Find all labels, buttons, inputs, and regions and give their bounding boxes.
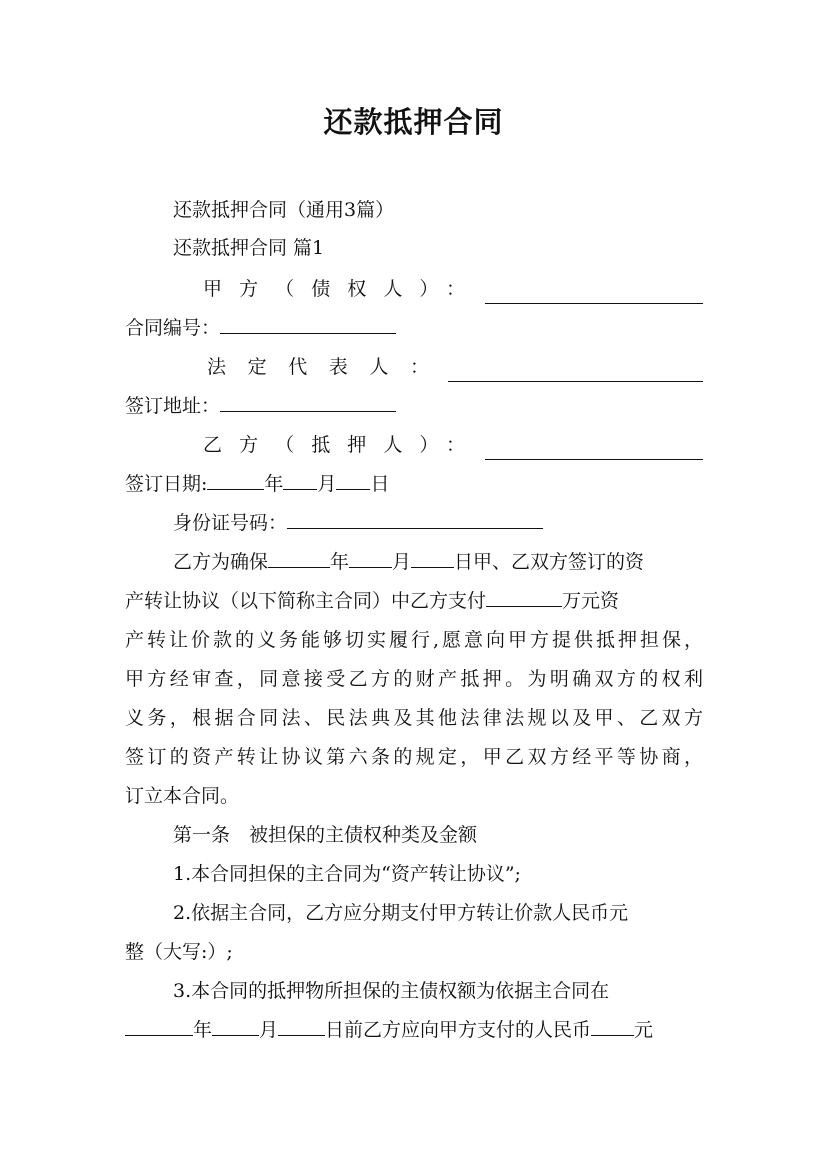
party-b-blank — [485, 439, 703, 460]
party-b-label: 乙方（抵押人）： — [203, 434, 465, 456]
para1-row6: 签订的资产转让协议第六条的规定，甲乙双方经平等协商， — [125, 746, 703, 768]
para1-row2: 产转让协议（以下简称主合同）中乙方支付 万元资 — [125, 586, 703, 616]
id-blank — [287, 508, 543, 529]
para1-row7: 订立本合同。 — [125, 785, 240, 807]
article1-item1: 1.本合同担保的主合同为“资产转让协议”; — [173, 863, 521, 885]
id-label: 身份证号码： — [173, 512, 288, 534]
article1-heading: 第一条 被担保的主债权种类及金额 — [173, 824, 478, 846]
subtitle-line: 还款抵押合同（通用3篇） — [173, 199, 395, 221]
para1-row3: 产转让价款的义务能够切实履行,愿意向甲方提供抵押担保， — [125, 629, 703, 651]
party-a-label: 甲方（债权人）： — [203, 278, 465, 300]
legal-rep-label: 法定代表人： — [207, 356, 429, 378]
sign-place-label: 签订地址： — [125, 395, 221, 417]
sign-place-blank — [220, 391, 396, 412]
month-label: 月 — [317, 473, 337, 495]
document-title: 还款抵押合同 — [323, 105, 504, 139]
contract-no-label: 合同编号： — [125, 317, 221, 339]
article1-item2a: 2.依据主合同，乙方应分期支付甲方转让价款人民币元 — [173, 902, 629, 924]
sign-date-label: 签订日期: — [125, 473, 208, 495]
contract-no-line — [125, 313, 703, 343]
contract-no-blank — [220, 313, 396, 334]
sign-place-line — [125, 391, 703, 421]
party-a-blank — [485, 283, 703, 304]
party-a-line — [125, 274, 703, 304]
day-label: 日 — [370, 473, 390, 495]
article1-item3a: 3.本合同的抵押物所担保的主债权额为依据主合同在 — [173, 980, 610, 1002]
sign-date-line — [125, 469, 703, 499]
party-b-line — [125, 430, 703, 460]
article1-item3b: 年 月 日前乙方应向甲方支付的人民币 元 — [125, 1015, 703, 1045]
id-line — [125, 508, 751, 538]
year-label: 年 — [264, 473, 284, 495]
para1-row5: 义务，根据合同法、民法典及其他法律法规以及甲、乙双方 — [125, 707, 703, 729]
section-heading: 还款抵押合同 篇1 — [173, 237, 325, 259]
legal-rep-line — [125, 352, 703, 382]
legal-rep-blank — [448, 361, 703, 382]
para1-row1: 乙方为确保 年 月 日甲、乙双方签订的资 — [125, 547, 751, 577]
article1-item2b: 整（大写:）; — [125, 941, 233, 963]
para1-row4: 甲方经审查，同意接受乙方的财产抵押。为明确双方的权利 — [125, 668, 703, 690]
